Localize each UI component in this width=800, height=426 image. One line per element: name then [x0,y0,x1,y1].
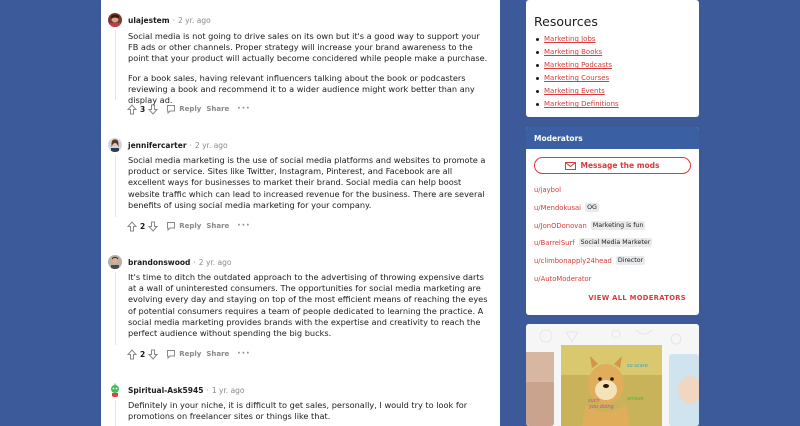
score: 3 [140,104,146,114]
comment-header [108,11,211,29]
reply-label: Reply [179,350,202,358]
comment-header [108,253,232,271]
comment-body [128,400,488,426]
share-button[interactable] [206,350,229,358]
comment-actions [127,219,251,233]
moderator-entry [534,237,652,248]
separator-dot: · [172,15,175,25]
svg-text:so scare: so scare [627,363,648,369]
comment-feed [101,0,500,426]
moderator-entry [534,202,599,213]
moderator-entry [534,220,645,231]
share-button[interactable] [206,105,229,113]
avatar[interactable] [108,383,122,397]
thread-line [115,30,116,100]
comment-paragraph: Definitely in your niche, it is difficult to get sales, personally, I would try to look for promotions on freelancer sites or things like that. [128,400,468,422]
score: 2 [140,221,146,231]
resource-link[interactable]: Marketing Podcasts [536,59,619,72]
timestamp[interactable]: 2 yr. ago [177,15,211,25]
speech-bubble-icon [166,349,176,359]
moderator-link[interactable]: u/BarrelSurf [534,238,575,247]
comment-body [128,272,488,347]
reply-button[interactable] [166,349,201,359]
moderator-flair: Social Media Marketer [580,239,651,246]
moderator-entry [534,184,561,195]
resource-link[interactable]: Marketing Books [536,46,619,59]
share-label: Share [206,350,230,358]
share-button[interactable] [206,222,229,230]
comment-paragraph: For a book sales, having relevant influencers talking about the book or podcasters reviewing a book and recommend it to a wider audience might work better than any display ad. [128,72,475,106]
separator-dot: · [193,257,196,267]
downvote-arrow-icon[interactable] [148,349,158,360]
downvote-arrow-icon[interactable] [148,221,158,232]
thread-line [115,400,116,426]
upvote-arrow-icon[interactable] [127,104,137,115]
comment-paragraph: It's time to ditch the outdated approach to the advertising of throwing expensive darts at a wall of uninterested consumers. The opportunities for social media marketing are evolving every day and staying on top of the most efficient means of reaching the eyes of potential consumers requires a team of people dedicated to learning the practice. A social media marketing provides brands with the expertise and creativity to reach the perfect audience without spending the big bucks. [128,272,488,339]
resources-card [526,0,699,117]
separator-dot: · [206,385,209,395]
avatar[interactable] [108,13,122,27]
comment-paragraph: Social media is not going to drive sales on its own but it's a good way to support your FB ads or other channels. Proper strategy will increase your brand awareness to the point that your product will actually become concidered while people make a purchase. [128,31,488,64]
separator-dot: · [189,140,192,150]
share-label: Share [206,105,230,113]
carousel-images[interactable] [526,324,699,426]
thread-line [115,155,116,217]
upvote-arrow-icon[interactable] [127,349,137,360]
resources-title: Resources [534,14,598,29]
upvote-arrow-icon[interactable] [127,221,137,232]
resources-list [536,33,619,111]
comment-actions [127,102,251,116]
vote-group [127,221,158,232]
username[interactable]: brandonswood [128,257,191,267]
avatar[interactable] [108,138,122,152]
message-mods-label: Message the mods [580,161,660,170]
score: 2 [140,349,146,359]
image-carousel-card [526,324,699,426]
resource-link[interactable]: Marketing Courses [536,72,619,85]
comment-paragraph: Social media marketing is the use of social media platforms and websites to promote a product or service. Sites like Twitter, Instagram, Pinterest, and Facebook are all excellent ways for businesses to market their brand. Social media can help boost website traffic which can lead to increased revenue for the business. There are several benefits of using social media marketing for your company. [128,155,486,210]
thread-line [115,272,116,345]
speech-bubble-icon [166,104,176,114]
moderators-title: Moderators [534,134,583,143]
timestamp[interactable]: 2 yr. ago [194,140,228,150]
ellipsis-icon[interactable]: ··· [237,104,251,114]
moderator-link[interactable]: u/JonODonovan [534,221,587,230]
resource-link[interactable]: Marketing Jobs [536,33,619,46]
avatar[interactable] [108,255,122,269]
moderator-entry [534,255,645,266]
svg-text:you doing: you doing [589,404,614,410]
envelope-icon [565,162,576,170]
comment-header [108,381,245,399]
username[interactable]: jennifercarter [128,140,187,150]
moderator-link[interactable]: u/Mendokusai [534,203,582,212]
timestamp[interactable]: 2 yr. ago [198,257,232,267]
timestamp[interactable]: 1 yr. ago [211,385,245,395]
reply-label: Reply [179,105,202,113]
share-label: Share [206,222,230,230]
comment-actions [127,347,251,361]
svg-text:amaze: amaze [627,396,644,402]
reply-button[interactable] [166,104,201,114]
view-all-moderators-link[interactable]: VIEW ALL MODERATORS [588,294,686,302]
speech-bubble-icon [166,221,176,231]
ellipsis-icon[interactable]: ··· [237,349,251,359]
reply-button[interactable] [166,221,201,231]
moderators-header [526,127,699,149]
moderator-flair: Director [617,257,644,264]
moderator-flair: OG [587,204,597,211]
comment-header [108,136,228,154]
username[interactable]: Spiritual-Ask5945 [128,385,204,395]
downvote-arrow-icon[interactable] [148,104,158,115]
message-mods-button[interactable] [534,157,691,174]
resource-link[interactable]: Marketing Events [536,85,619,98]
moderator-link[interactable]: u/jaybol [534,185,562,194]
moderators-card [526,127,699,315]
resource-link[interactable]: Marketing Definitions [536,98,619,111]
comment-body [128,155,488,219]
ellipsis-icon[interactable]: ··· [237,221,251,231]
moderator-link[interactable]: u/AutoModerator [534,274,592,283]
moderator-link[interactable]: u/climbonapply24head [534,256,612,265]
reply-label: Reply [179,222,202,230]
vote-group [127,104,158,115]
moderator-entry [534,273,591,284]
moderator-flair: Marketing is fun [592,222,644,229]
vote-group [127,349,158,360]
username[interactable]: ulajestem [128,15,170,25]
svg-text:such: such [588,398,600,404]
